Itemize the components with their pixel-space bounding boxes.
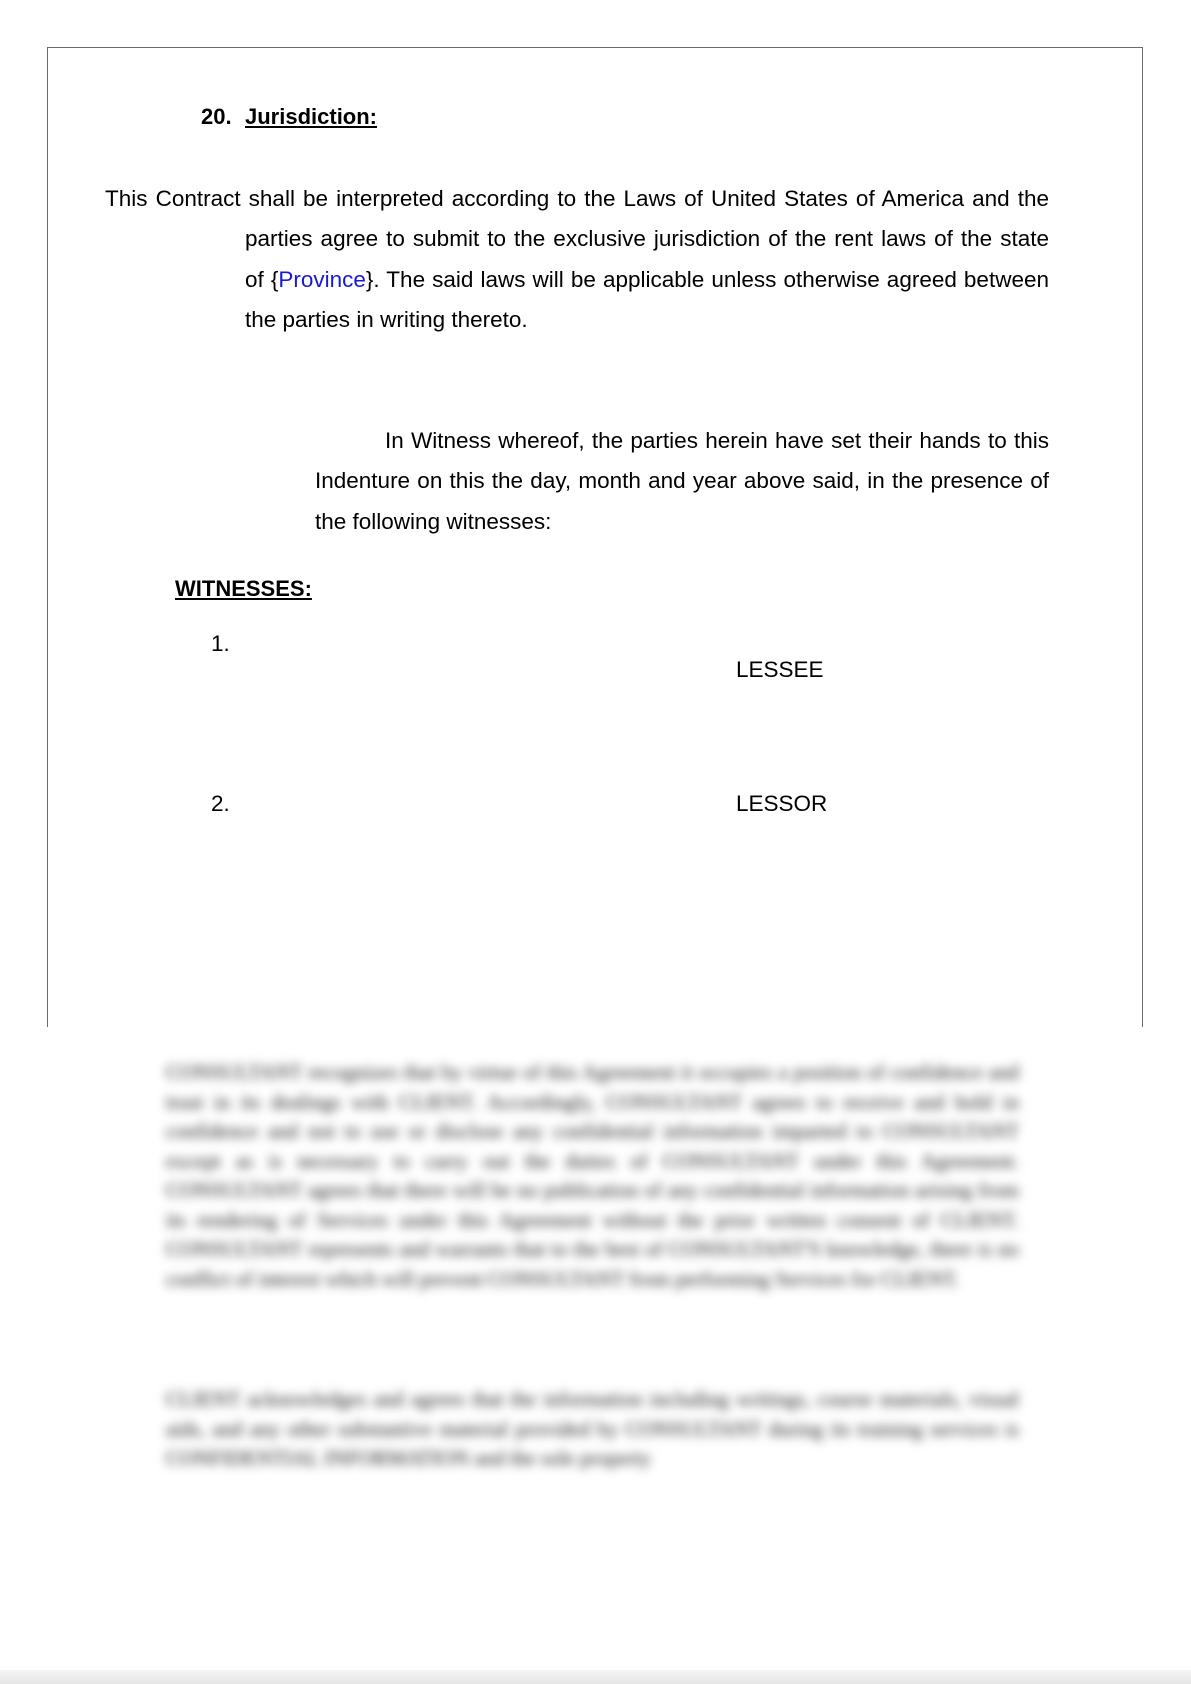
jurisdiction-text-end: }. The said laws will be applicable unless otherwise agreed between the parties in writing thereto. <box>245 266 1049 332</box>
province-placeholder: Province <box>278 266 366 292</box>
jurisdiction-paragraph <box>105 179 1049 340</box>
witness-number-1: 1. <box>211 631 230 656</box>
lessee-label: LESSEE <box>736 657 824 682</box>
jurisdiction-text-start: This Contract shall be interpreted according to the Laws of United States of America and the parties agree to submit to the exclusive jurisdiction of the rent laws of the state of { <box>105 186 1049 292</box>
witness-paragraph: In Witness whereof, the parties herein have set their hands to this Indenture on this the day, month and year above said, in the presence of the following witnesses: <box>315 428 1049 534</box>
witness-number-2: 2. <box>211 791 230 816</box>
section-number: 20. <box>201 104 232 129</box>
witnesses-heading: WITNESSES: <box>175 576 312 601</box>
blurred-preview-paragraph-2: CLIENT acknowledges and agrees that the information including writings, course materials, visual aids, and any other substantive material provided by CONSULTANT during its training services is CONFIDENTIAL INFORMATION and the sole property <box>166 1387 1019 1470</box>
section-heading <box>201 104 377 130</box>
page-bottom-shadow <box>0 1670 1191 1684</box>
blurred-preview-paragraph-1: CONSULTANT recognizes that by virtue of this Agreement it occupies a position of confidence and trust in its dealings with CLIENT. Accordingly, CONSULTANT agrees to receive and hold in confidence and not to use or disclose any confidential information imparted to CONSULTANT except as is necessary to carry out the duties of CONSULTANT under this Agreement. CONSULTANT agrees that there will be no publication of any confidential information arising from its rendering of Services under this Agreement without the prior written consent of CLIENT. CONSULTANT represents and warrants that to the best of CONSULTANT'S knowledge, there is no conflict of interest which will prevent CONSULTANT from performing Services for CLIENT. <box>166 1060 1019 1291</box>
lessor-label: LESSOR <box>736 791 828 816</box>
section-title: Jurisdiction: <box>245 104 378 129</box>
